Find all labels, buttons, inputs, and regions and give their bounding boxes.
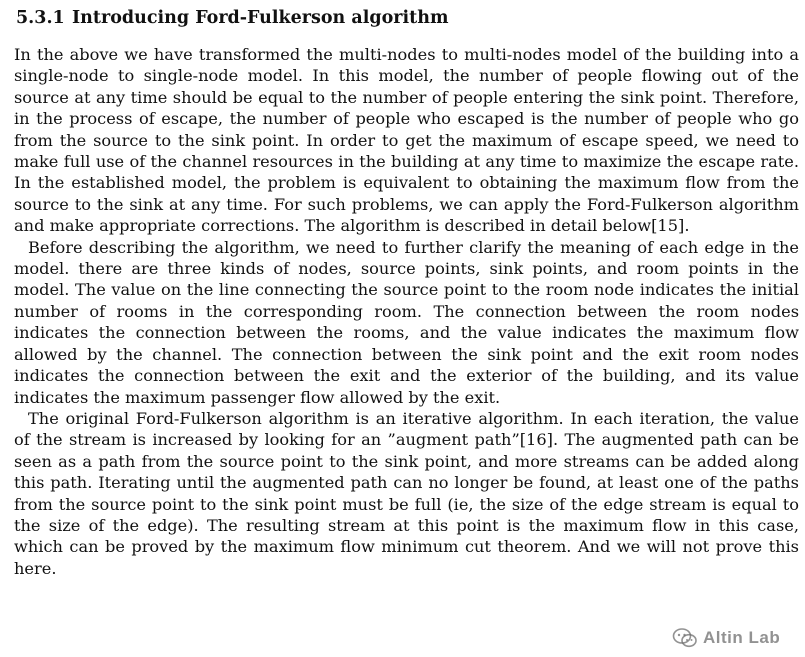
watermark-text: Altin Lab [703,628,781,647]
paragraph-algorithm: The original Ford-Fulkerson algorithm is an iterative algorithm. In each iteration, the value of the stream is increased by looking for an ”augment path”[16]. The augmented path can be seen as a path from the source point to the sink point, and more streams can be added along this path. Iterating until the augmented path can no longer be found, at least one of the paths from the source point to the sink point must be full (ie, the size of the edge stream is equal to the size of the edge). The resulting stream at this point is the maximum flow in this case, which can be proved by the maximum flow minimum cut theorem. And we will not prove this here. [14,408,799,578]
paragraph-intro: In the above we have transformed the multi-nodes to multi-nodes model of the building into a single-node to single-node model. In this model, the number of people flowing out of the source at any time should be equal to the number of people entering the sink point. Therefore, in the process of escape, the number of people who escaped is the number of people who go from the source to the sink point. In order to get the maximum of escape speed, we need to make full use of the channel resources in the building at any time to maximize the escape rate. In the established model, the problem is equivalent to obtaining the maximum flow from the source to the sink at any time. For such problems, we can apply the Ford-Fulkerson algorithm and make appropriate corrections. The algorithm is described in detail below[15]. [14,45,799,236]
watermark [672,624,780,652]
section-heading [16,6,799,30]
paper-page [14,0,799,579]
wechat-icon [672,627,698,649]
paragraph-edges: Before describing the algorithm, we need to further clarify the meaning of each edge in the model. there are three kinds of nodes, source points, sink points, and room points in the model. The value on the line connecting the source point to the room node indicates the initial number of rooms in the corresponding room. The connection between the room nodes indicates the connection between the rooms, and the value indicates the maximum flow allowed by the channel. The connection between the sink point and the exit room nodes indicates the connection between the exit and the exterior of the building, and its value indicates the maximum passenger flow allowed by the exit. [14,237,799,407]
section-number: 5.3.1 [16,8,65,28]
section-title: Introducing Ford-Fulkerson algorithm [72,8,449,28]
